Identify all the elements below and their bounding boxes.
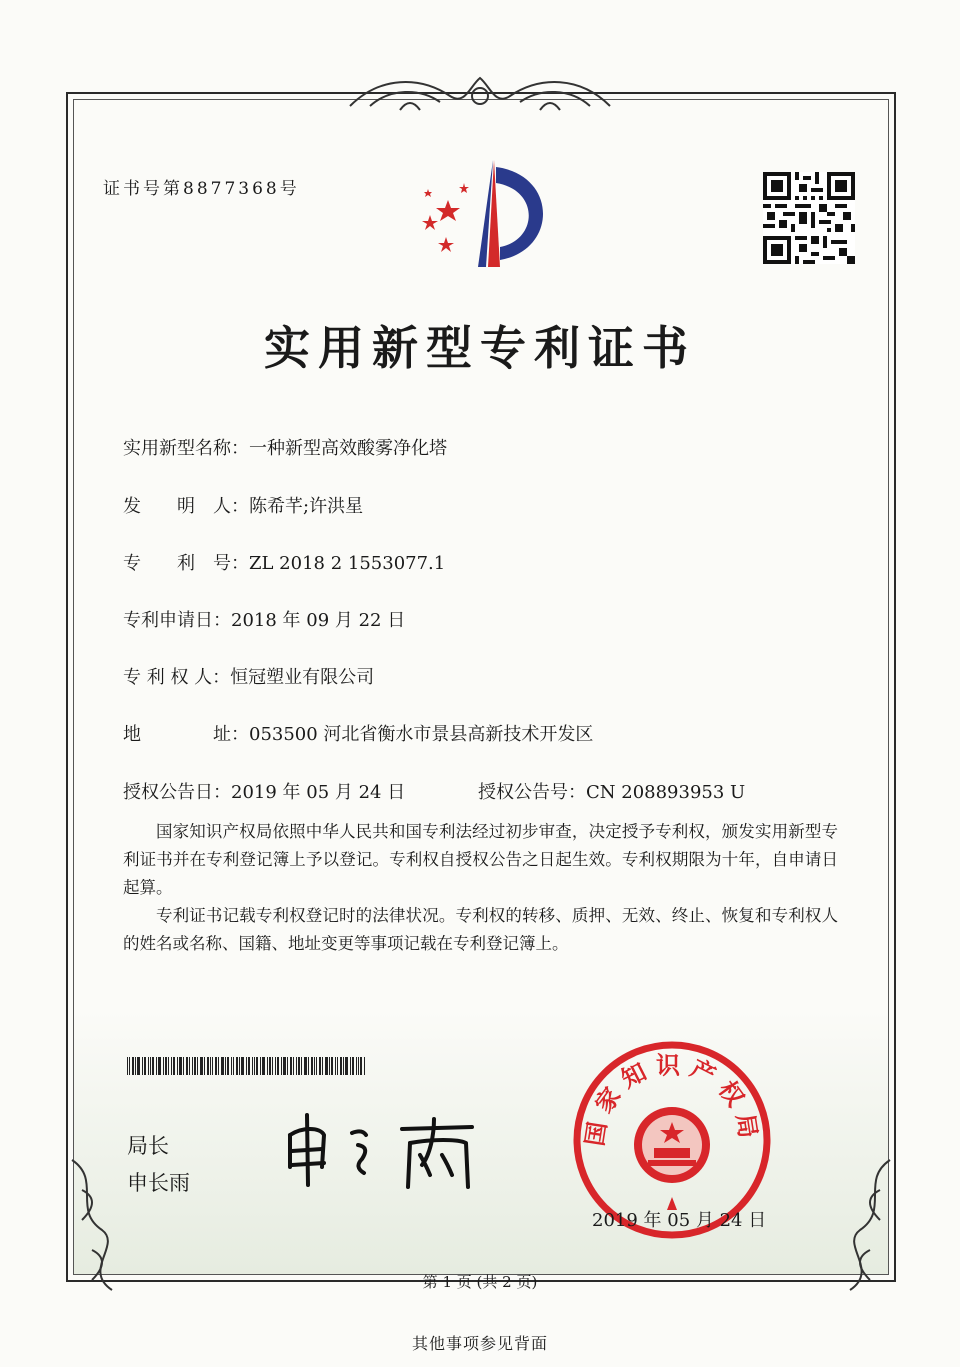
utility-model-name-label: 实用新型名称： xyxy=(123,438,249,459)
patent-number-label: 专 利 号： xyxy=(123,553,249,574)
filing-date-row xyxy=(123,606,405,632)
publication-number-value: CN 208893953 U xyxy=(586,782,746,803)
certificate-number: 证书号第8877368号 xyxy=(103,179,300,199)
director-title: 局长 xyxy=(127,1134,169,1158)
patentee-label: 专 利 权 人： xyxy=(123,667,231,688)
director-signature xyxy=(282,1105,482,1195)
statement-paragraph-2: 专利证书记载专利权登记时的法律状况。专利权的转移、质押、无效、终止、恢复和专利权人的姓名或名称、国籍、地址变更等事项记载在专利登记簿上。 xyxy=(123,906,838,953)
seal-date: 2019 年 05 月 24 日 xyxy=(592,1210,767,1231)
patent-number-row xyxy=(123,549,445,575)
barcode-icon xyxy=(127,1057,367,1075)
inventor-row xyxy=(123,492,363,518)
top-ornament-icon xyxy=(340,66,620,118)
publication-number-label: 授权公告号： xyxy=(478,782,586,803)
patentee-value: 恒冠塑业有限公司 xyxy=(230,667,375,688)
patent-number-value: ZL 2018 2 1553077.1 xyxy=(249,553,446,574)
publication-number-row xyxy=(478,778,745,804)
qr-code-icon xyxy=(763,172,855,264)
filing-date-label: 专利申请日： xyxy=(123,610,231,631)
address-label: 地 址： xyxy=(123,724,249,745)
address-row xyxy=(123,720,593,746)
grant-date-value: 2019 年 05 月 24 日 xyxy=(231,782,406,803)
utility-model-name-value: 一种新型高效酸雾净化塔 xyxy=(249,438,447,459)
patent-office-emblem-icon xyxy=(408,155,558,275)
back-note: 其他事项参见背面 xyxy=(411,1334,548,1353)
grant-date-label: 授权公告日： xyxy=(123,782,231,803)
inventor-label: 发 明 人： xyxy=(123,496,249,517)
certificate-title: 实用新型专利证书 xyxy=(264,321,696,375)
page-indicator: 第 1 页 (共 2 页) xyxy=(422,1273,538,1291)
svg-text:国家知识产权局: 国家知识产权局 xyxy=(580,1051,764,1148)
statement-paragraph-1: 国家知识产权局依照中华人民共和国专利法经过初步审查，决定授予专利权，颁发实用新型专利证书并在专利登记簿上予以登记。专利权自授权公告之日起生效。专利权期限为十年，自申请日起算。 xyxy=(123,822,838,897)
grant-date-row xyxy=(123,778,405,804)
patentee-row xyxy=(123,663,374,689)
inventor-value: 陈希芊;许洪星 xyxy=(249,496,364,517)
director-name: 申长雨 xyxy=(127,1171,190,1195)
address-value: 053500 河北省衡水市景县高新技术开发区 xyxy=(249,724,594,745)
utility-model-name-row xyxy=(123,434,447,460)
filing-date-value: 2018 年 09 月 22 日 xyxy=(231,610,406,631)
